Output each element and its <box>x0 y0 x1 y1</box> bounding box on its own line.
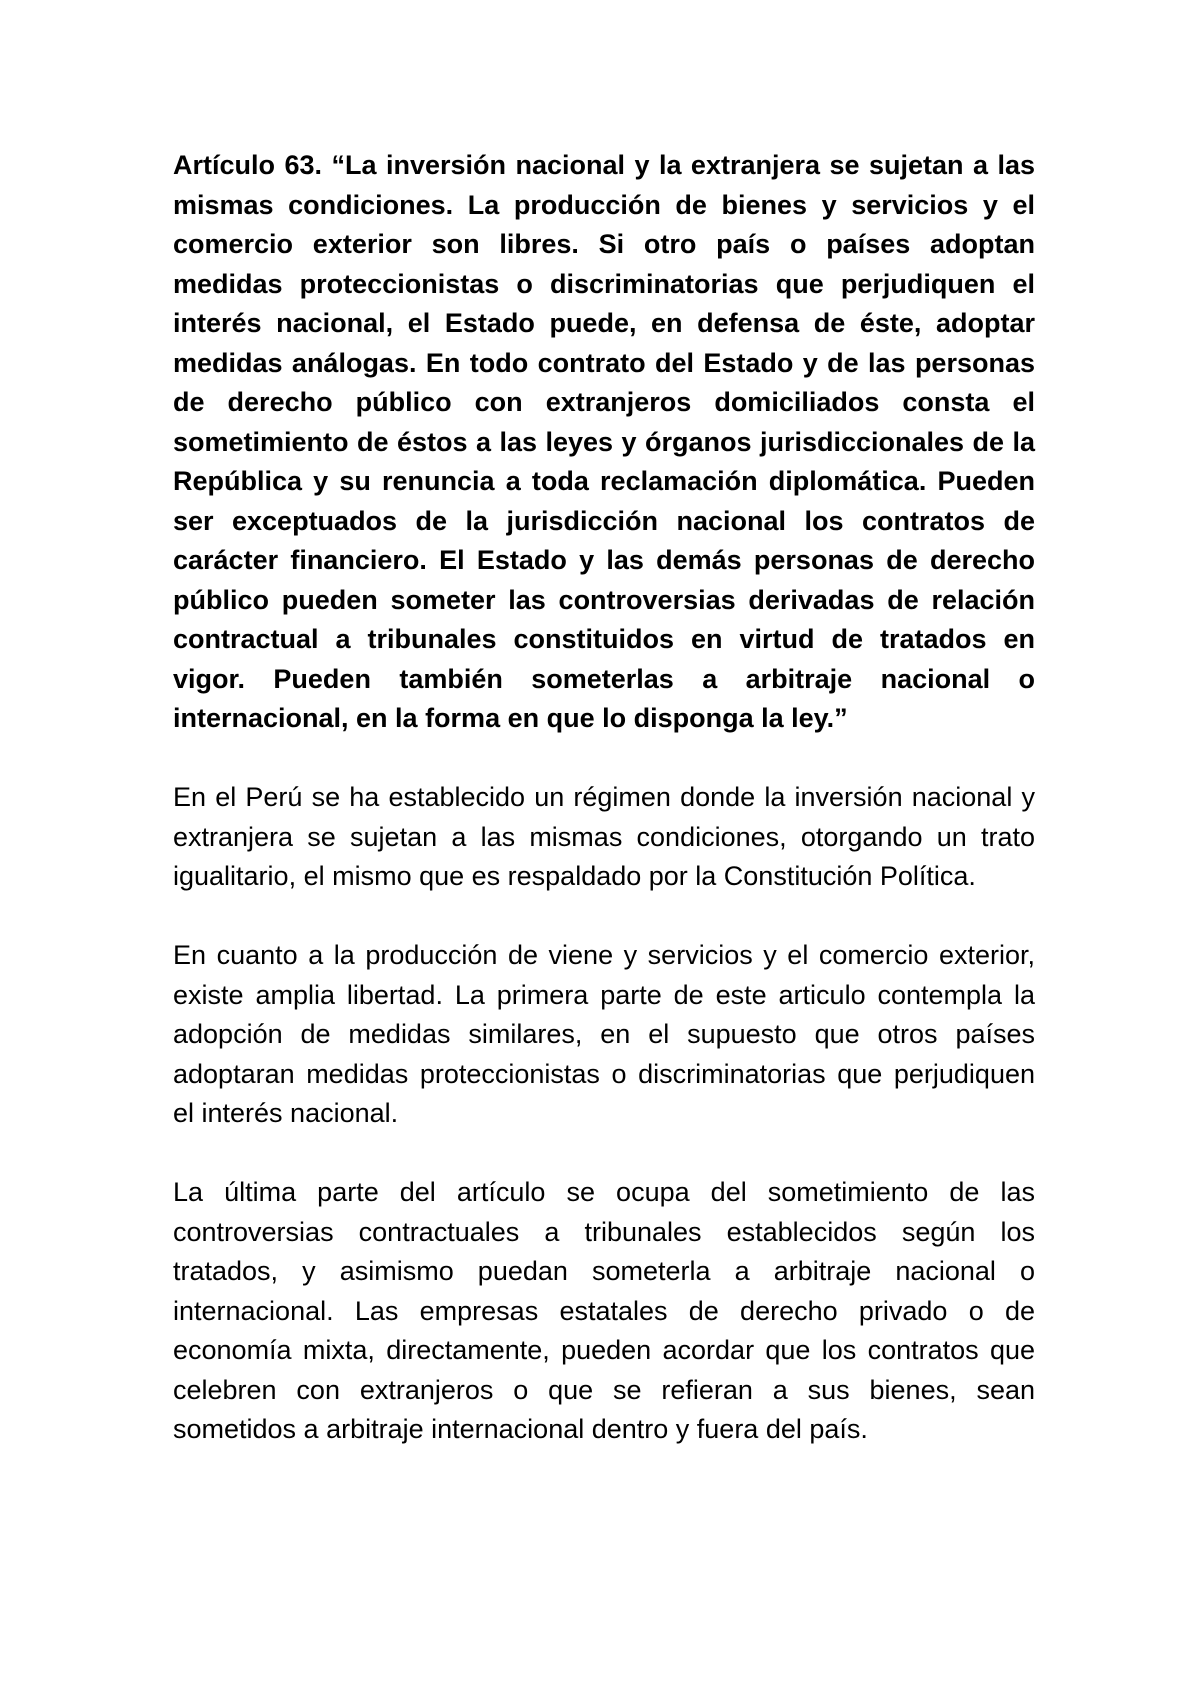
paragraph-trade-freedom: En cuanto a la producción de viene y servicios y el comercio exterior, existe amplia libertad. La primera parte de este articulo contempla la adopción de medidas similares, en el supuesto que otros países adoptaran medidas proteccionistas o discriminatorias que perjudiquen el interés nacional. <box>173 940 1035 1128</box>
paragraph-arbitration: La última parte del artículo se ocupa del sometimiento de las controversias contractuales a tribunales establecidos según los tratados, y asimismo puedan someterla a arbitraje nacional o internacional. Las empresas estatales de derecho privado o de economía mixta, directamente, pueden acordar que los contratos que celebren con extranjeros o que se refieran a sus bienes, sean sometidos a arbitraje internacional dentro y fuera del país. <box>173 1177 1035 1444</box>
document-body <box>173 146 1035 1489</box>
paragraph-equal-treatment: En el Perú se ha establecido un régimen donde la inversión nacional y extranjera se sujetan a las mismas condiciones, otorgando un trato igualitario, el mismo que es respaldado por la Constitución Política. <box>173 782 1035 891</box>
article-63-quote: Artículo 63. “La inversión nacional y la extranjera se sujetan a las mismas condiciones. La producción de bienes y servicios y el comercio exterior son libres. Si otro país o países adoptan medidas proteccionistas o discriminatorias que perjudiquen el interés nacional, el Estado puede, en defensa de éste, adoptar medidas análogas. En todo contrato del Estado y de las personas de derecho público con extranjeros domiciliados consta el sometimiento de éstos a las leyes y órganos jurisdiccionales de la República y su renuncia a toda reclamación diplomática. Pueden ser exceptuados de la jurisdicción nacional los contratos de carácter financiero. El Estado y las demás personas de derecho público pueden someter las controversias derivadas de relación contractual a tribunales constituidos en virtud de tratados en vigor. Pueden también someterlas a arbitraje nacional o internacional, en la forma en que lo disponga la ley.” <box>173 150 1035 733</box>
